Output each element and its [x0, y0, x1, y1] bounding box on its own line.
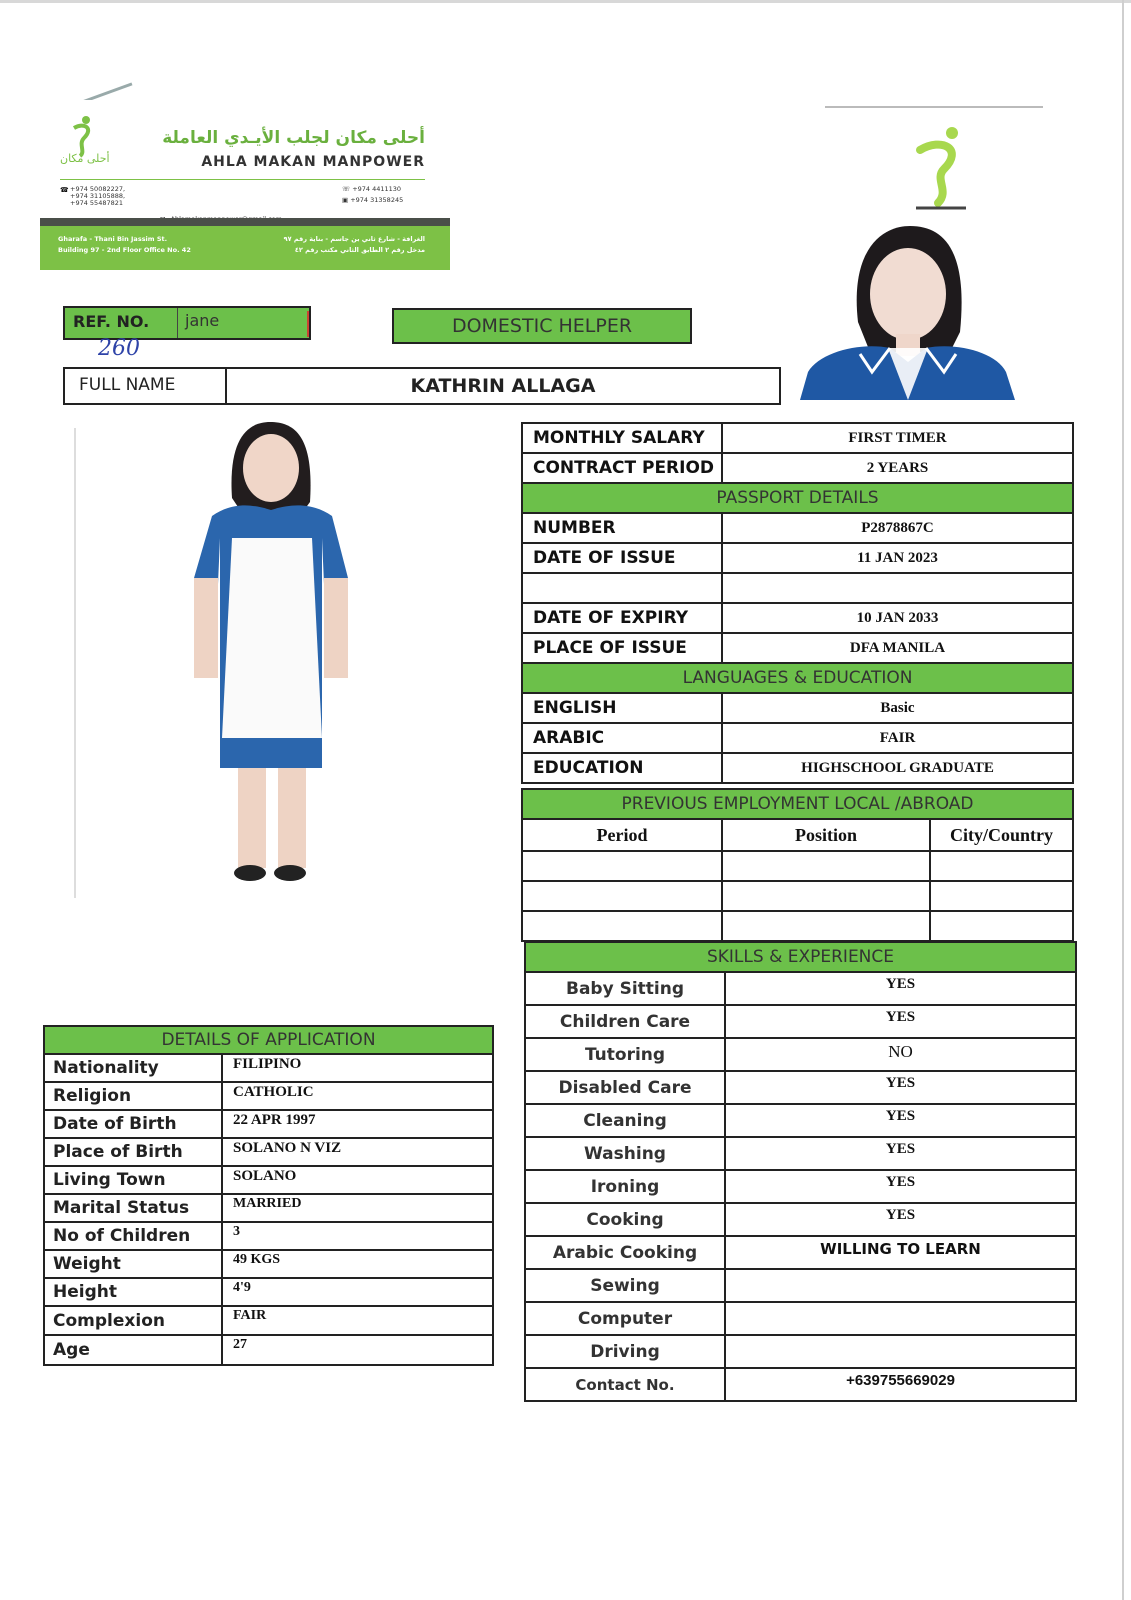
arabic-value: FAIR: [722, 723, 1073, 753]
detail-row: [44, 1166, 493, 1194]
skill-row: [525, 1368, 1076, 1401]
education-label: EDUCATION: [522, 753, 722, 783]
address-ar-2: مدخل رقم ٢ الطابق الثاني مكتب رقم ٤٢: [294, 246, 425, 254]
skill-row: [525, 1104, 1076, 1137]
detail-value: 4'9: [222, 1278, 493, 1306]
table-row: [522, 453, 1073, 483]
brand-logo-icon: [912, 125, 972, 215]
languages-education-header: LANGUAGES & EDUCATION: [522, 663, 1073, 693]
table-row: [522, 663, 1073, 693]
table-row: [522, 423, 1073, 453]
table-row: [522, 603, 1073, 633]
detail-value: SOLANO: [222, 1166, 493, 1194]
empty-cell: [522, 881, 722, 911]
logo-arabic-text: أحلى مكان: [60, 152, 110, 165]
skill-row: [525, 1071, 1076, 1104]
call-icon: ☏: [342, 185, 353, 193]
skill-value: [725, 1269, 1076, 1302]
table-row: [522, 789, 1073, 819]
detail-row: [44, 1306, 493, 1335]
address-en-2: Building 97 - 2nd Floor Office No. 42: [58, 246, 191, 254]
detail-label: Marital Status: [44, 1194, 222, 1222]
portrait-photo-image: [800, 222, 1015, 400]
contract-period-label: CONTRACT PERIOD: [522, 453, 722, 483]
company-english-name: AHLA MAKAN MANPOWER: [201, 154, 425, 170]
landline-2: ▣ +974 31358245: [342, 196, 404, 204]
empty-cell: [522, 911, 722, 941]
phones-left: [60, 186, 170, 207]
skill-value: [725, 1302, 1076, 1335]
detail-label: Religion: [44, 1082, 222, 1110]
full-body-photo: [72, 418, 452, 908]
education-value: HIGHSCHOOL GRADUATE: [722, 753, 1073, 783]
ref-no-box: [63, 306, 311, 340]
skill-row: [525, 1203, 1076, 1236]
detail-row: [44, 1194, 493, 1222]
detail-label: Date of Birth: [44, 1110, 222, 1138]
detail-value: FAIR: [222, 1306, 493, 1335]
skill-value: YES: [725, 1104, 1076, 1137]
details-of-application-header: DETAILS OF APPLICATION: [44, 1026, 493, 1054]
top-right-line: [825, 106, 1043, 108]
position-title: DOMESTIC HELPER: [451, 315, 633, 337]
detail-label: Height: [44, 1278, 222, 1306]
detail-value: MARRIED: [222, 1194, 493, 1222]
skill-row: [525, 1137, 1076, 1170]
detail-row: [44, 1110, 493, 1138]
empty-cell: [722, 851, 930, 881]
city-country-column-header: City/Country: [930, 819, 1073, 851]
detail-value: 49 KGS: [222, 1250, 493, 1278]
skill-label: Cleaning: [525, 1104, 725, 1137]
previous-employment-header: PREVIOUS EMPLOYMENT LOCAL /ABROAD: [522, 789, 1073, 819]
portrait-photo: [800, 222, 1015, 400]
skill-value: WILLING TO LEARN: [725, 1236, 1076, 1269]
detail-label: Nationality: [44, 1054, 222, 1082]
table-row: [522, 723, 1073, 753]
phone-icon: ☎: [60, 186, 69, 194]
skill-label: Cooking: [525, 1203, 725, 1236]
ref-no-divider: [177, 308, 178, 338]
contact-number-label: Contact No.: [525, 1368, 725, 1401]
detail-row: [44, 1250, 493, 1278]
empty-cell: [522, 851, 722, 881]
empty-cell: [722, 573, 1073, 603]
passport-details-header: PASSPORT DETAILS: [522, 483, 1073, 513]
scan-edge-top: [0, 0, 1131, 3]
contract-period-value: 2 YEARS: [722, 453, 1073, 483]
table-row: [522, 513, 1073, 543]
detail-row: [44, 1054, 493, 1082]
photo-edge-line: [74, 428, 76, 898]
skill-label: Arabic Cooking: [525, 1236, 725, 1269]
company-header-card: [40, 100, 450, 270]
period-column-header: Period: [522, 819, 722, 851]
skill-value: YES: [725, 1005, 1076, 1038]
skill-value: YES: [725, 1203, 1076, 1236]
place-of-issue-label: PLACE OF ISSUE: [522, 633, 722, 663]
skill-label: Ironing: [525, 1170, 725, 1203]
skill-row: [525, 1269, 1076, 1302]
previous-employment-table: [521, 788, 1074, 942]
header-address-band: [40, 226, 450, 270]
table-row: [522, 633, 1073, 663]
skill-row: [525, 1335, 1076, 1368]
detail-row: [44, 1278, 493, 1306]
full-name-row: [63, 367, 781, 405]
empty-cell: [930, 911, 1073, 941]
monthly-salary-label: MONTHLY SALARY: [522, 423, 722, 453]
skill-row: [525, 1170, 1076, 1203]
place-of-issue-value: DFA MANILA: [722, 633, 1073, 663]
skill-label: Washing: [525, 1137, 725, 1170]
passport-number-value: P2878867C: [722, 513, 1073, 543]
table-row: [522, 851, 1073, 881]
detail-value: SOLANO N VIZ: [222, 1138, 493, 1166]
skill-value: YES: [725, 1170, 1076, 1203]
skill-label: Computer: [525, 1302, 725, 1335]
skill-label: Driving: [525, 1335, 725, 1368]
table-row: [522, 573, 1073, 603]
detail-value: FILIPINO: [222, 1054, 493, 1082]
phone-3: +974 55487821: [70, 199, 124, 207]
table-row: [522, 881, 1073, 911]
detail-label: Weight: [44, 1250, 222, 1278]
detail-row: [44, 1222, 493, 1250]
table-row: [522, 753, 1073, 783]
fax-icon: ▣: [342, 196, 351, 204]
position-column-header: Position: [722, 819, 930, 851]
contact-number-value: +639755669029: [725, 1368, 1076, 1401]
table-row: [44, 1026, 493, 1054]
skill-value: YES: [725, 972, 1076, 1005]
skills-experience-table: [524, 941, 1077, 1402]
skill-row: [525, 1236, 1076, 1269]
scan-edge-right: [1122, 0, 1124, 1600]
phone-2: +974 31105888,: [70, 192, 126, 200]
empty-cell: [722, 911, 930, 941]
skill-value: [725, 1335, 1076, 1368]
table-row: [522, 483, 1073, 513]
detail-row: [44, 1335, 493, 1365]
phone-1: +974 50082227,: [70, 185, 126, 193]
detail-row: [44, 1138, 493, 1166]
ref-handwritten-number: 260: [98, 336, 140, 361]
skill-label: Disabled Care: [525, 1071, 725, 1104]
empty-cell: [930, 851, 1073, 881]
full-name-label: FULL NAME: [79, 375, 176, 395]
header-dark-strip: [40, 218, 450, 226]
address-en-1: Gharafa - Thani Bin Jassim St.: [58, 235, 168, 243]
header-divider: [60, 179, 425, 180]
position-title-box: [392, 308, 692, 344]
arabic-label: ARABIC: [522, 723, 722, 753]
ref-no-label: REF. NO.: [73, 312, 150, 331]
full-body-photo-image: [172, 418, 372, 898]
skill-label: Sewing: [525, 1269, 725, 1302]
detail-value: 22 APR 1997: [222, 1110, 493, 1138]
header-top: [40, 100, 450, 215]
skill-row: [525, 1038, 1076, 1071]
personal-info-table: [521, 422, 1074, 784]
date-of-issue-value: 11 JAN 2023: [722, 543, 1073, 573]
full-name-value: KATHRIN ALLAGA: [410, 375, 596, 397]
table-row: [522, 819, 1073, 851]
english-value: Basic: [722, 693, 1073, 723]
skill-row: [525, 972, 1076, 1005]
table-row: [522, 693, 1073, 723]
table-row: [522, 911, 1073, 941]
details-of-application-table: [43, 1025, 494, 1366]
detail-label: Living Town: [44, 1166, 222, 1194]
table-row: [525, 942, 1076, 972]
skill-label: Baby Sitting: [525, 972, 725, 1005]
detail-value: CATHOLIC: [222, 1082, 493, 1110]
skill-value: YES: [725, 1137, 1076, 1170]
address-ar-1: الغرافة - شارع ثاني بن جاسم - بناية رقم ٩٧: [283, 235, 425, 243]
skill-row: [525, 1302, 1076, 1335]
empty-cell: [522, 573, 722, 603]
empty-cell: [930, 881, 1073, 911]
detail-label: No of Children: [44, 1222, 222, 1250]
monthly-salary-value: FIRST TIMER: [722, 423, 1073, 453]
english-label: ENGLISH: [522, 693, 722, 723]
detail-label: Age: [44, 1335, 222, 1365]
phones-right: [342, 186, 432, 204]
ref-no-value: jane: [185, 311, 309, 337]
landline-1: ☏ +974 4411130: [342, 185, 402, 193]
table-row: [522, 543, 1073, 573]
skill-row: [525, 1005, 1076, 1038]
skill-label: Children Care: [525, 1005, 725, 1038]
skills-experience-header: SKILLS & EXPERIENCE: [525, 942, 1076, 972]
detail-value: 3: [222, 1222, 493, 1250]
skill-value: YES: [725, 1071, 1076, 1104]
skill-value: NO: [725, 1038, 1076, 1071]
detail-row: [44, 1082, 493, 1110]
date-of-expiry-label: DATE OF EXPIRY: [522, 603, 722, 633]
passport-number-label: NUMBER: [522, 513, 722, 543]
date-of-issue-label: DATE OF ISSUE: [522, 543, 722, 573]
skill-label: Tutoring: [525, 1038, 725, 1071]
empty-cell: [722, 881, 930, 911]
date-of-expiry-value: 10 JAN 2033: [722, 603, 1073, 633]
detail-label: Place of Birth: [44, 1138, 222, 1166]
detail-label: Complexion: [44, 1306, 222, 1335]
detail-value: 27: [222, 1335, 493, 1365]
company-arabic-name: أحلى مكان لجلب الأيـدي العاملة: [162, 128, 425, 148]
